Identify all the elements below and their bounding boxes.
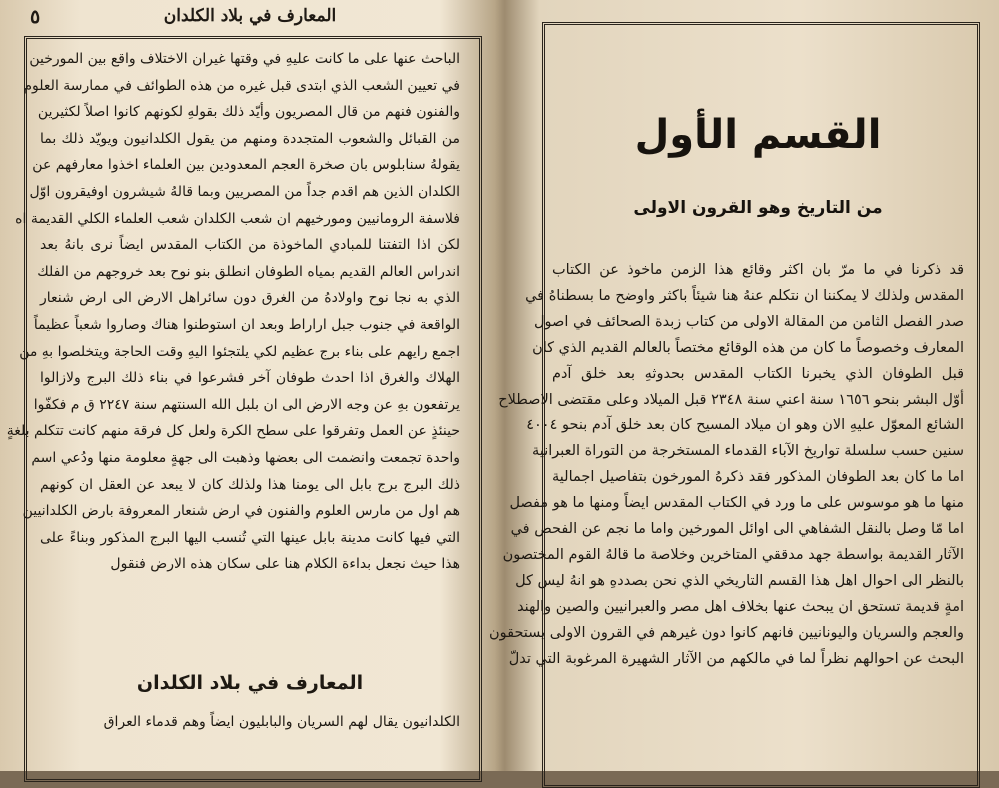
text-line: صدر الفصل الثامن من المقالة الاولى من كتاب زبدة الصحائف في اصول bbox=[533, 313, 964, 330]
text-line: هم اول من مارس العلوم والفنون في ارض شنعار المعروفة بارض الكلدانيين bbox=[22, 503, 460, 520]
text-line: الواقعة في جنوب جبل اراراط وبعد ان استوطنوا هناك وصاروا شعباً عظيماً bbox=[33, 316, 460, 333]
text-line: والعجم والسريان واليونانيين فانهم كانوا دون غيرهم في القرون الاولى يستحقون bbox=[488, 624, 964, 641]
section-text bbox=[40, 708, 460, 736]
text-line: الآثار القديمة بواسطة جهد مدققي المتاخرين وخلاصة ما قالهُ القوم المختصون bbox=[502, 546, 964, 563]
text-line: امةٍ قديمة تستحق ان يبحث عنها بخلاف اهل مصر والعبرانيين والصين والهند bbox=[517, 598, 964, 615]
text-line: التي فيها كانت مدينة بابل عينها التي تُنسب اليها البرج المذكور وبناءً على bbox=[40, 529, 460, 546]
text-line: المقدس ولذلك لا يمكننا ان نتكلم عنهُ هنا شيئاً باكثر واوضح ما بسطناهُ في bbox=[525, 287, 964, 304]
text-line: ذلك البرج برج بابل الى يومنا هذا ولذلك كان لا يبعد عن العقل ان كونهم bbox=[40, 476, 460, 493]
part-title: القسم الأول bbox=[634, 112, 882, 158]
text-line: الكلدان الذين هم اقدم جداً من المصريين وبما قالهُ شيشرون اوفيقرون اوّل bbox=[29, 183, 460, 200]
text-line: اما مّا وصل بالنقل الشفاهي الى اوائل المورخين واما ما نجم عن الفحص في bbox=[510, 521, 964, 538]
text-line: بالنظر الى احوال اهل هذا القسم التاريخي الذي نحن بصددهِ هو انهُ ليس كل bbox=[515, 572, 964, 589]
text-line: حينئذٍ عن العمل وتفرقوا على سطح الكرة ولعل كل فرقة منهم كانت تتكلم بلغةٍ bbox=[6, 423, 460, 440]
text-line: واحدة تجمعت وانضمت الى بعضها وذهبت الى جهةٍ معلومة منها ودُعي اسم bbox=[31, 449, 460, 466]
right-text-block bbox=[488, 258, 964, 673]
text-line: الباحث عنها على ما كانت عليهِ في وقتها غيران الاختلاف واقع بين المورخين bbox=[29, 51, 460, 67]
text-line: يقولهُ سنابلوس بان صخرة العجم المعدودين بين العلماء اخذوا معارفهم عن bbox=[32, 157, 460, 174]
text-line: قبل الطوفان الذي يخبرنا الكتاب المقدس بحدوثهِ بعد خلق آدم bbox=[552, 365, 964, 382]
text-line: أوّل البشر بنحو ١٦٥٦ سنة اعني سنة ٢٣٤٨ قبل الميلاد وعلى مقتضى الاصطلاح bbox=[498, 391, 964, 408]
text-line: البحث عن احوالهم نظراً لما في مالكهم من الآثار الشهيرة المرغوبة التي تدلّ bbox=[508, 650, 964, 667]
running-head: المعارف في بلاد الكلدان bbox=[163, 6, 337, 26]
text-line: والفنون فنهم من قال المصريون وأيّد ذلك بقولهِ لكونهم كانوا اصلاً لكثيرين bbox=[37, 104, 460, 121]
left-page bbox=[0, 0, 500, 771]
text-line: الذي به نجا نوح واولادهُ من الغرق دون سائراهل الارض الى ارض شنعار bbox=[40, 290, 460, 307]
text-line: يرتفعون بهِ عن وجه الارض الى ان بلبل الله السنتهم سنة ٢٢٤٧ ق م فكفّوا bbox=[33, 396, 460, 413]
text-line: الشائع المعوّل عليهِ الان وهو ان ميلاد المسيح كان بعد خلق آدم بنحو ٤٠٠٤ bbox=[526, 417, 964, 434]
text-line: اما ما كان بعد الطوفان المذكور فقد ذكرهُ المورخون بتفاصيل اجمالية bbox=[552, 469, 964, 486]
page-number: ٥ bbox=[30, 6, 41, 28]
text-line: قد ذكرنا في ما مرّ بان اكثر وقائع هذا الزمن ماخوذ عن الكتاب bbox=[552, 262, 964, 278]
text-line: سنين حسب سلسلة تواريخ الآباء القدماء المستخرجة من التوراة العبرانية bbox=[532, 443, 964, 460]
part-subtitle: من التاريخ وهو القرون الاولى bbox=[633, 198, 883, 218]
text-line: المعارف وخصوصاً ما كان من هذه الوقائع مختصاً بالعالم القديم الذي كان bbox=[532, 339, 964, 356]
text-line: هذا حيث نجعل بداءة الكلام هنا على سكان هذه الارض فنقول bbox=[110, 556, 460, 573]
text-line: فلاسفة الرومانيين ومورخيهم ان شعب الكلدان شعب العلماء الكلي القديمة اه bbox=[15, 210, 460, 227]
section-heading: المعارف في بلاد الكلدان bbox=[136, 672, 364, 694]
text-line: منها ما هو موسوس على ما ورد في الكتاب المقدس ايضاً ومنها ما هو مفصل bbox=[509, 495, 964, 512]
text-line: من القبائل والشعوب المتجددة ومنهم من يقول الكلدانيون ويويّد ذلك بما bbox=[40, 130, 460, 147]
text-line: اجمع رايهم على بناء برج عظيم لكي يلتجئوا اليهِ وقت الحاجة ويتخلصوا بهِ من bbox=[19, 343, 460, 360]
right-page bbox=[488, 0, 999, 771]
left-text-block bbox=[6, 46, 460, 578]
text-line: اندراس العالم القديم بمياه الطوفان انطلق بنو نوح بعد خروجهم من الفلك bbox=[37, 263, 460, 280]
text-line: في تعيين الشعب الذي ابتدى قبل غيره من هذه الطوائف في ممارسة العلوم bbox=[23, 77, 460, 94]
text-line: الهلاك والغرق اذا احدث طوفان آخر فشرعوا في بناء ذلك البرج ولازالوا bbox=[40, 370, 460, 387]
text-line: لكن اذا التفتنا للمبادي الماخوذة من الكتاب المقدس ايضاً نرى بانهُ بعد bbox=[40, 237, 460, 254]
text-line: الكلدانيون يقال لهم السريان والبابليون ايضاً وهم قدماء العراق bbox=[103, 714, 460, 730]
